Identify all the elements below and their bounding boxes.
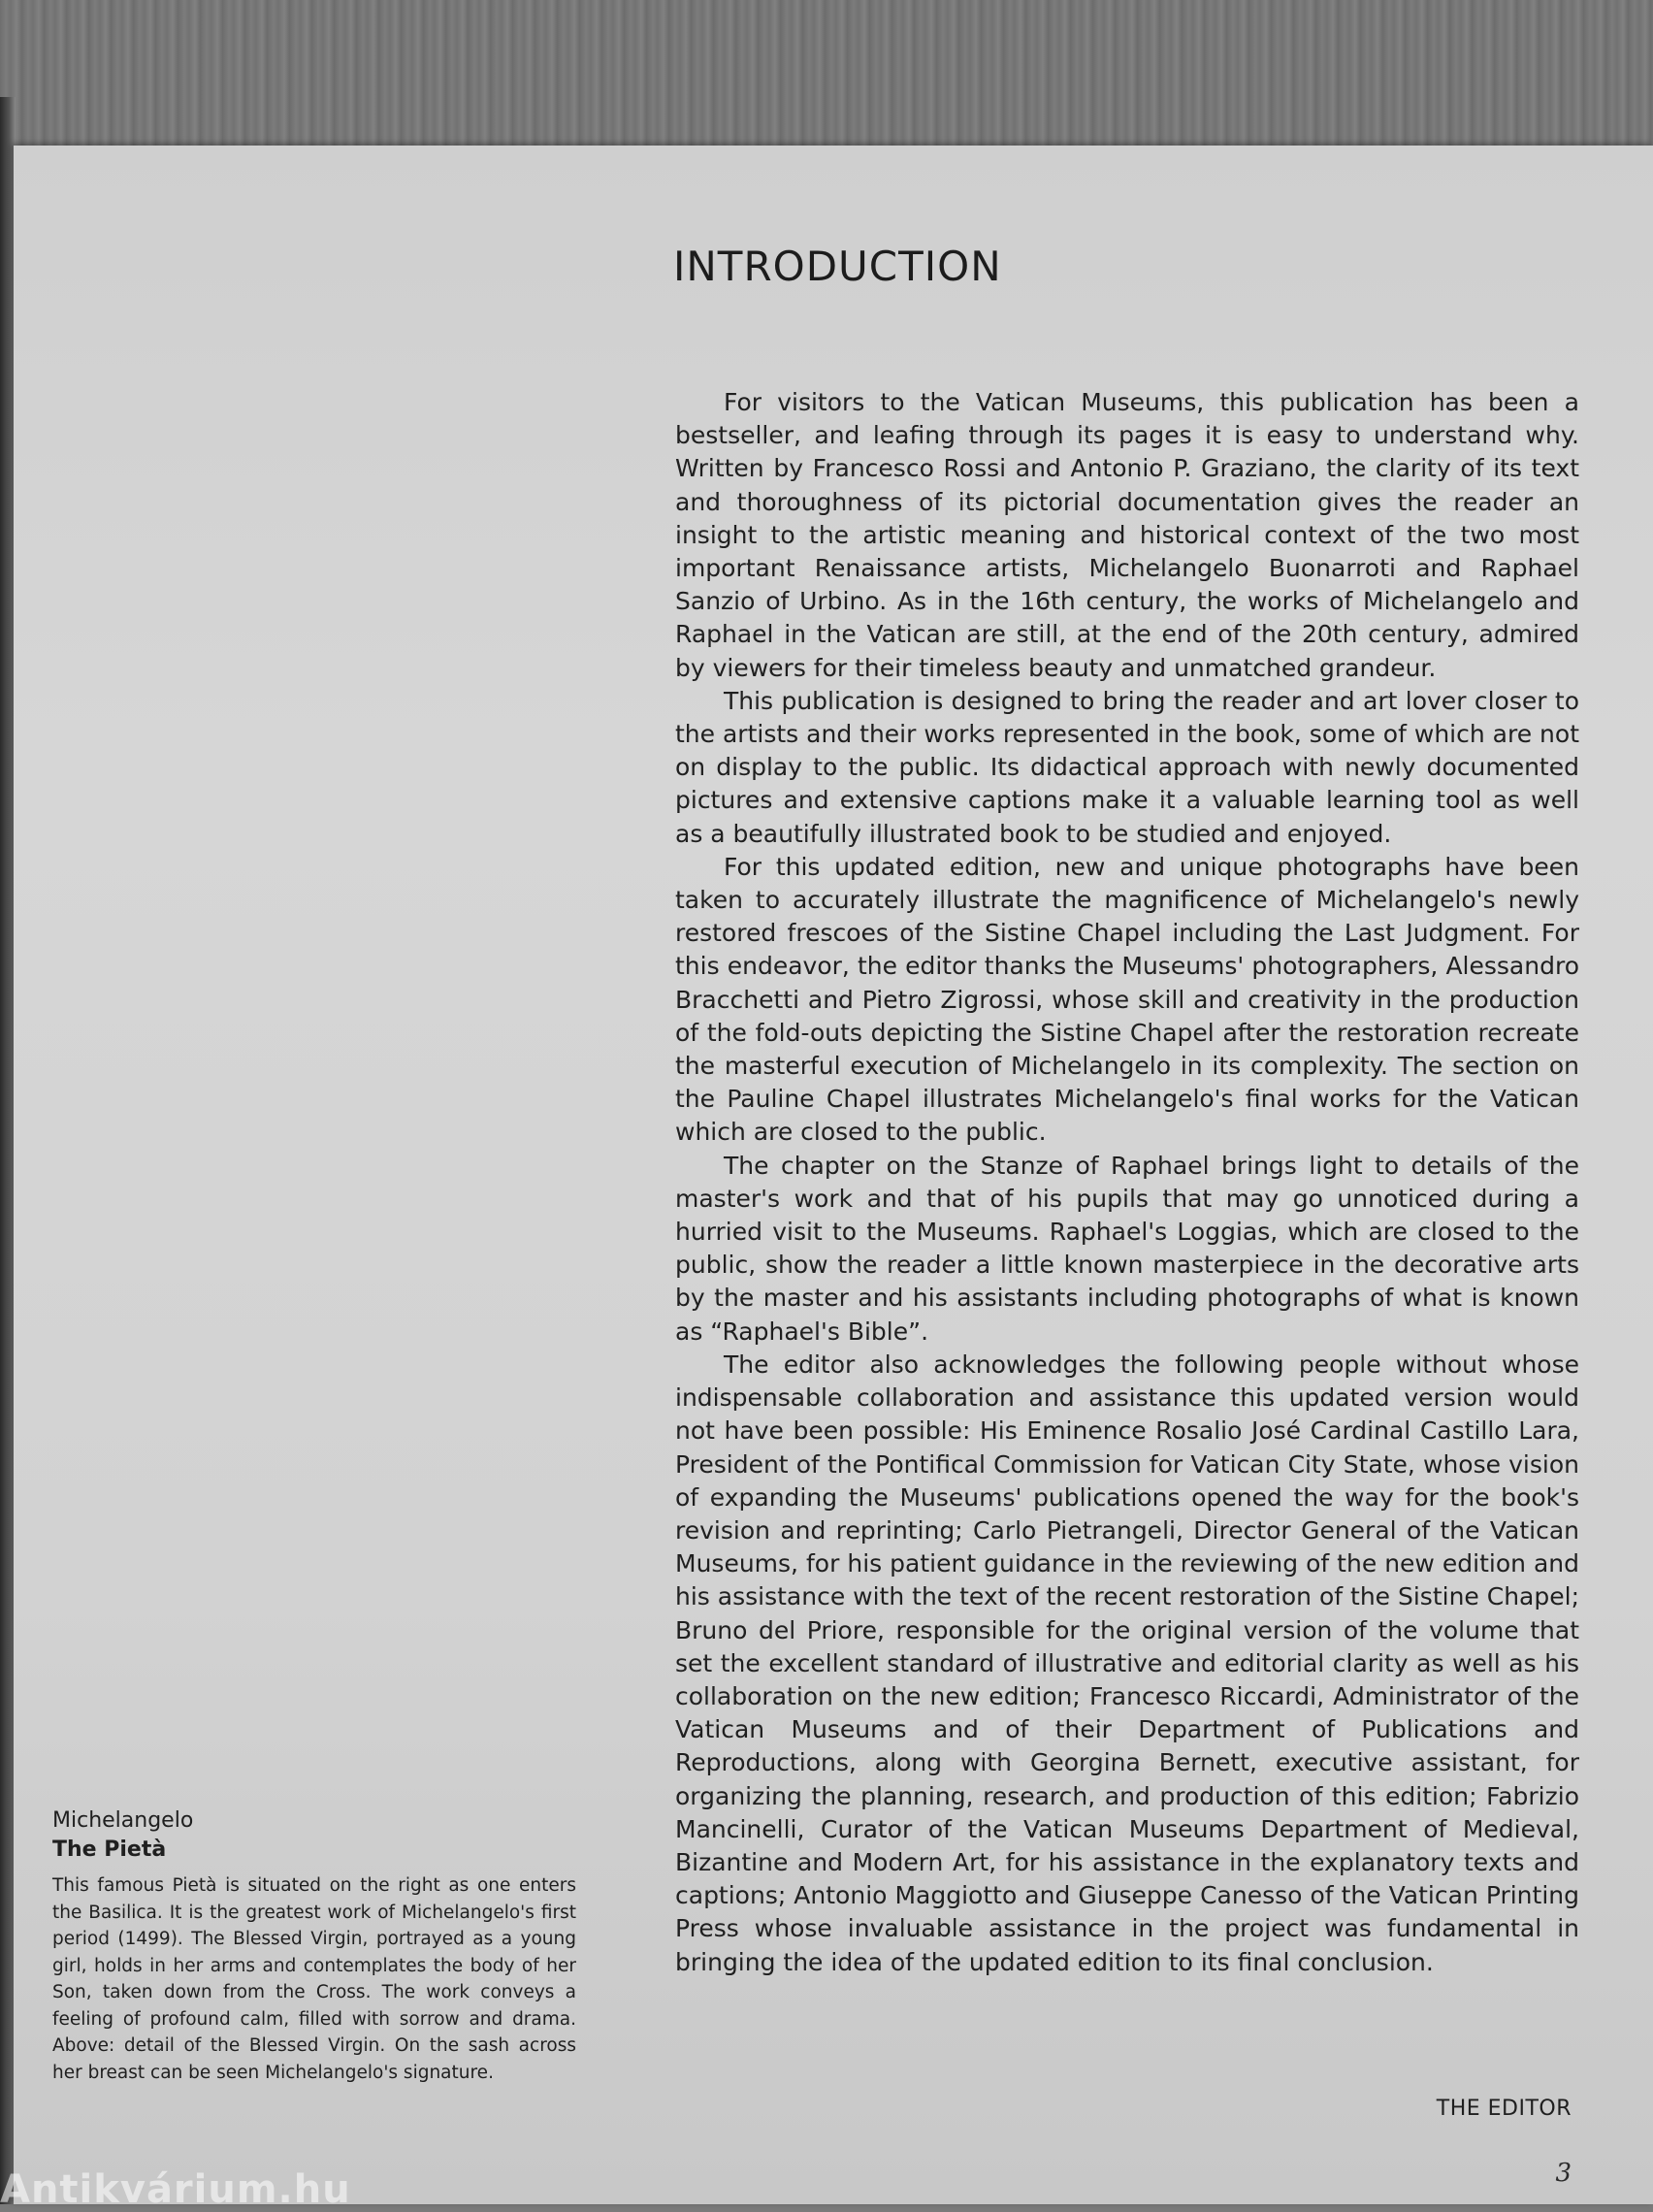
page-title: INTRODUCTION xyxy=(673,243,1002,290)
editor-signature: THE EDITOR xyxy=(1436,2097,1572,2121)
paragraph: This publication is designed to bring the reader and art lover closer to the artists and their works represented in the book, some of which are not on display to the public. Its didactical approach with newly documented pictures and extensive captions make it a valuable learning tool as well as a beautifully illustrated book to be studied and enjoyed. xyxy=(675,686,1579,848)
caption-title: The Pietà xyxy=(52,1838,167,1862)
table-surface xyxy=(0,0,1653,155)
page-number: 3 xyxy=(1555,2159,1572,2188)
paragraph: The chapter on the Stanze of Raphael brings light to details of the master's work and that of his pupils that may go unnoticed during a hurried visit to the Museums. Raphael's Loggias, which are closed to the public, show the reader a little known masterpiece in the decorative arts by the master and his assistants including photographs of what is known as “Raphael's Bible”. xyxy=(675,1151,1579,1346)
watermark: Antikvárium.hu xyxy=(0,2167,351,2212)
paragraph: For visitors to the Vatican Museums, this publication has been a bestseller, and leafing through its pages it is easy to understand why. Written by Francesco Rossi and Antonio P. Graziano, the clarity of its text and thoroughness of its pictorial documentation gives the reader an insight to the artistic meaning and historical context of the two most important Renaissance artists, Michelangelo Buonarroti and Raphael Sanzio of Urbino. As in the 16th century, the works of Michelangelo and Raphael in the Vatican are still, at the end of the 20th century, admired by viewers for their timeless beauty and unmatched grandeur. xyxy=(675,388,1579,682)
introduction-body xyxy=(675,386,1579,1979)
caption-artist: Michelangelo xyxy=(52,1808,194,1833)
image-caption xyxy=(52,1806,576,2086)
paragraph: The editor also acknowledges the following people without whose indispensable collaboration and assistance this updated version would not have been possible: His Eminence Rosalio José Cardinal Castillo Lara, President of the Pontifical Commission for Vatican City State, whose vision of expanding the Museums' publications opened the way for the book's revision and reprinting; Carlo Pietrangeli, Director General of the Vatican Museums, for his patient guidance in the reviewing of the new edition and his assistance with the text of the recent restoration of the Sistine Chapel; Bruno del Priore, responsible for the original version of the volume that set the excellent standard of illustrative and editorial clarity as well as his collaboration on the new edition; Francesco Riccardi, Administrator of the Vatican Museums and of their Department of Publications and Reproductions, along with Georgina Bernett, executive assistant, for organizing the planning, research, and production of this edition; Fabrizio Mancinelli, Curator of the Vatican Museums Department of Medieval, Bizantine and Modern Art, for his assistance in the explanatory texts and captions; Antonio Maggiotto and Giuseppe Canesso of the Vatican Printing Press whose invaluable assistance in the project was fundamental in bringing the idea of the updated edition to its final conclusion. xyxy=(675,1350,1579,1976)
book-page xyxy=(14,146,1653,2204)
paragraph: For this updated edition, new and unique photographs have been taken to accurately illustrate the magnificence of Michelangelo's newly restored frescoes of the Sistine Chapel including the Last Judgment. For this endeavor, the editor thanks the Museums' photographers, Alessandro Bracchetti and Pietro Zigrossi, whose skill and creativity in the production of the fold-outs depicting the Sistine Chapel after the restoration recreate the masterful execution of Michelangelo in its complexity. The section on the Pauline Chapel illustrates Michelangelo's final works for the Vatican which are closed to the public. xyxy=(675,852,1579,1147)
caption-text: This famous Pietà is situated on the right as one enters the Basilica. It is the greatest work of Michelangelo's first period (1499). The Blessed Virgin, portrayed as a young girl, holds in her arms and contemplates the body of her Son, taken down from the Cross. The work conveys a feeling of profound calm, filled with sorrow and drama. Above: detail of the Blessed Virgin. On the sash across her breast can be seen Michelangelo's signature. xyxy=(52,1875,576,2083)
